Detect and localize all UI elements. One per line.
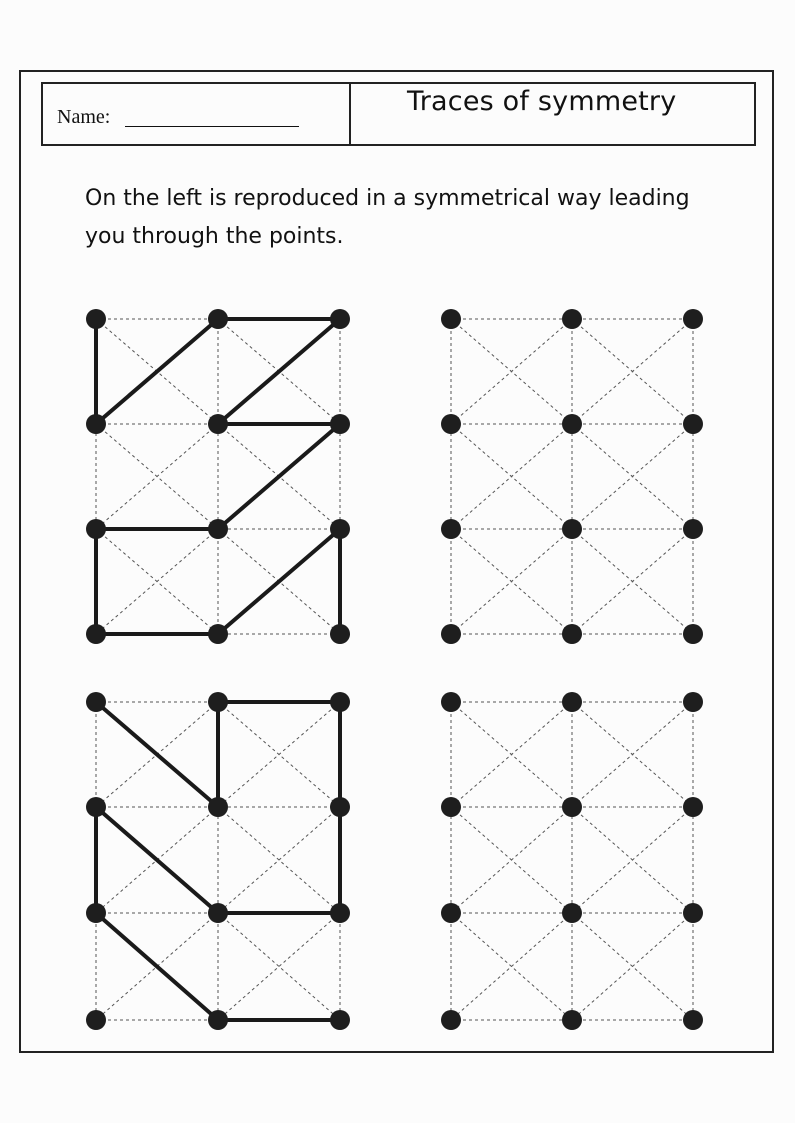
grid-dot: [208, 903, 228, 923]
grid-dot: [330, 624, 350, 644]
grid-dot: [441, 903, 461, 923]
grid-dot: [683, 1010, 703, 1030]
grid-dot: [441, 414, 461, 434]
grid-dot: [441, 1010, 461, 1030]
grid-dot: [330, 903, 350, 923]
grid-dot: [208, 1010, 228, 1030]
exercise-2-model-grid: [86, 692, 350, 1030]
grid-dot: [562, 414, 582, 434]
grid-dot: [208, 414, 228, 434]
grid-dot: [86, 519, 106, 539]
grid-dot: [208, 624, 228, 644]
worksheet-title: Traces of symmetry: [407, 86, 677, 117]
grid-dot: [330, 797, 350, 817]
grid-dot: [683, 903, 703, 923]
grid-dot: [208, 692, 228, 712]
name-label: Name:: [57, 106, 111, 128]
grid-dot: [562, 519, 582, 539]
grid-dot: [86, 414, 106, 434]
exercise-1-model-grid: [86, 309, 350, 644]
grid-dot: [441, 624, 461, 644]
grid-dot: [441, 692, 461, 712]
grid-dot: [330, 1010, 350, 1030]
grid-dot: [562, 1010, 582, 1030]
grid-dot: [330, 519, 350, 539]
grid-dot: [683, 692, 703, 712]
grid-dot: [562, 309, 582, 329]
exercise-2-answer-grid: [441, 692, 703, 1030]
grid-dot: [441, 519, 461, 539]
grid-dot: [441, 797, 461, 817]
grid-dot: [683, 797, 703, 817]
grid-dot: [683, 414, 703, 434]
grid-dot: [330, 692, 350, 712]
grid-dot: [86, 624, 106, 644]
grid-dot: [86, 797, 106, 817]
grid-dot: [330, 414, 350, 434]
grid-dot: [562, 797, 582, 817]
grid-dot: [683, 624, 703, 644]
grid-dot: [86, 309, 106, 329]
grid-dot: [683, 519, 703, 539]
grid-dot: [86, 1010, 106, 1030]
grid-dot: [562, 624, 582, 644]
grid-dot: [86, 692, 106, 712]
exercise-1-answer-grid: [441, 309, 703, 644]
grid-dot: [683, 309, 703, 329]
instructions-text: On the left is reproduced in a symmetrical way leading you through the points.: [85, 186, 690, 249]
grid-dot: [330, 309, 350, 329]
grid-dot: [86, 903, 106, 923]
grid-dot: [208, 309, 228, 329]
grid-dot: [208, 797, 228, 817]
grid-dot: [441, 309, 461, 329]
grid-dot: [208, 519, 228, 539]
grid-dot: [562, 692, 582, 712]
grid-dot: [562, 903, 582, 923]
